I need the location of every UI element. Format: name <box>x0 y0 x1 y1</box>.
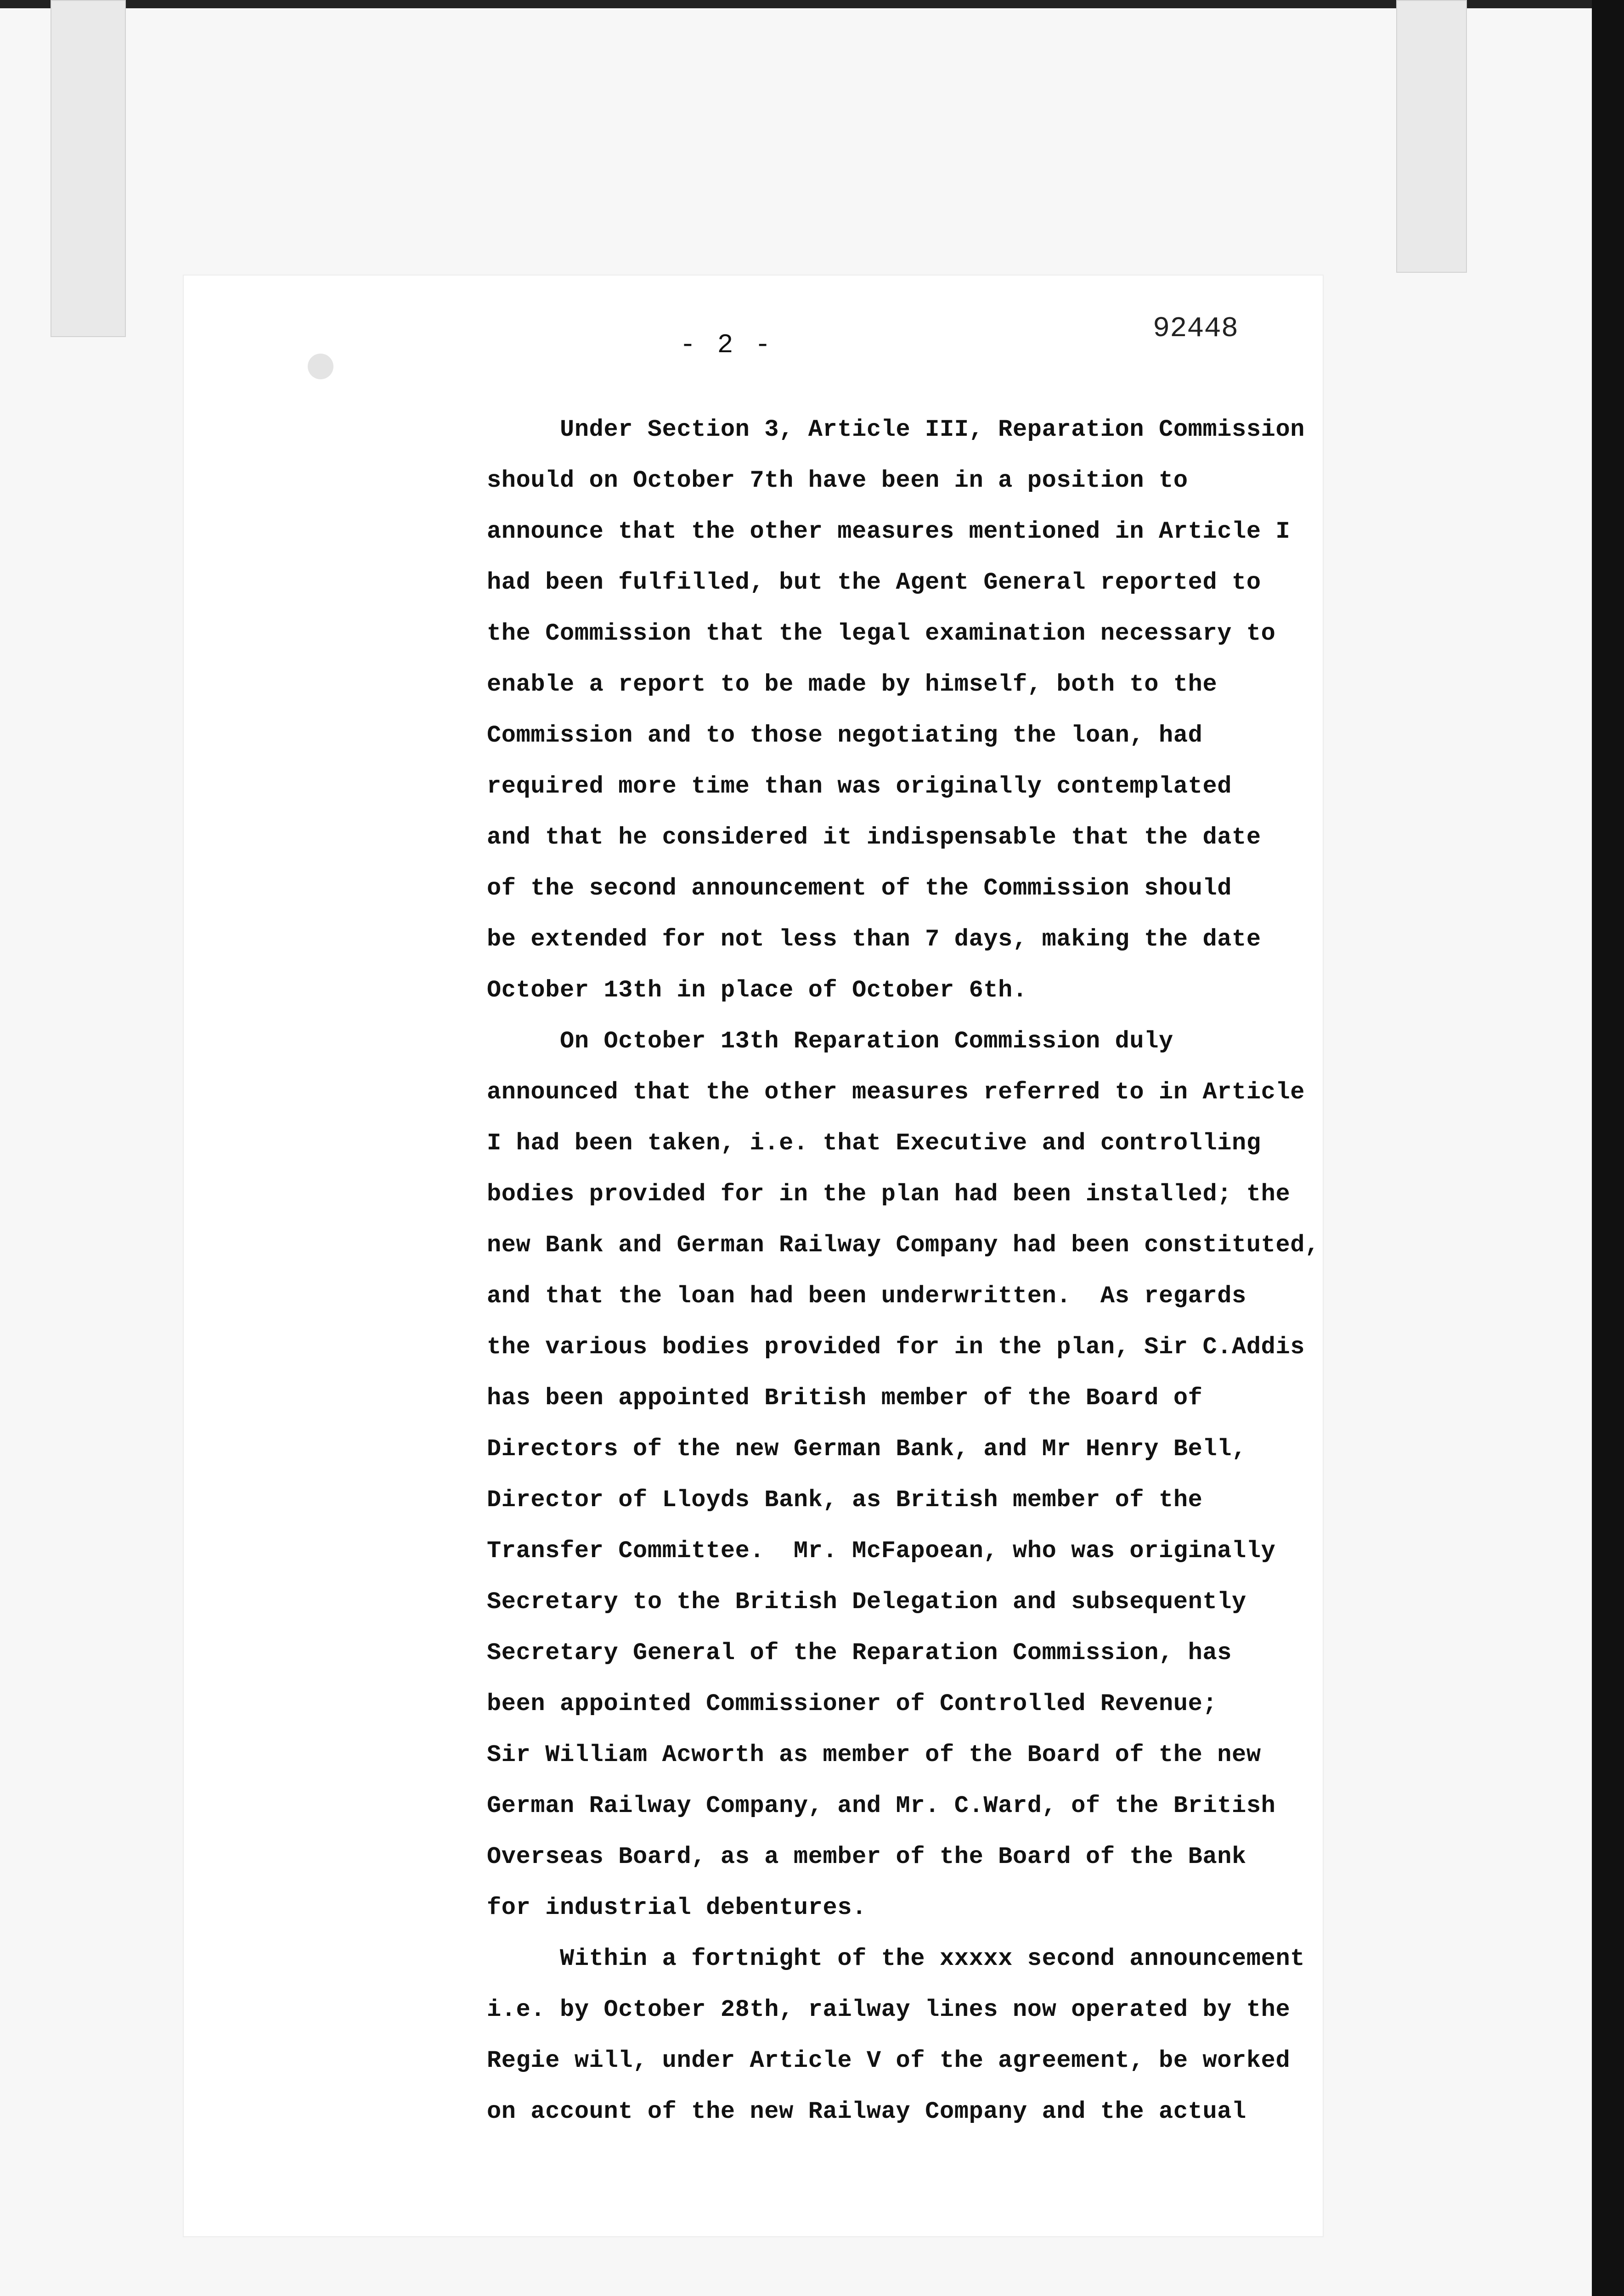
text-line: announced that the other measures referred to in Article <box>487 1079 1305 1106</box>
text-line: Secretary to the British Delegation and subsequently <box>487 1588 1246 1615</box>
text-line: bodies provided for in the plan had been installed; the <box>487 1181 1291 1208</box>
text-line: Sir William Acworth as member of the Board of the new <box>487 1741 1261 1768</box>
page-number: - 2 - <box>680 331 774 360</box>
text-line: Director of Lloyds Bank, as British member of the <box>487 1486 1203 1514</box>
text-line: i.e. by October 28th, railway lines now operated by the <box>487 1996 1291 2023</box>
text-line: has been appointed British member of the Board of <box>487 1384 1203 1412</box>
text-line: the various bodies provided for in the plan, Sir C.Addis <box>487 1334 1305 1361</box>
paragraph-2 <box>487 1016 1332 1933</box>
text-line: new Bank and German Railway Company had been constituted, <box>487 1232 1320 1259</box>
text-line: be extended for not less than 7 days, making the date <box>487 926 1261 953</box>
text-line: Regie will, under Article V of the agreement, be worked <box>487 2047 1291 2074</box>
tape-strip-top-right <box>1396 0 1467 273</box>
text-line: Under Section 3, Article III, Reparation Commission <box>487 416 1305 443</box>
text-line: should on October 7th have been in a position to <box>487 467 1188 494</box>
text-line: required more time than was originally contemplated <box>487 773 1232 800</box>
text-line: of the second announcement of the Commission should <box>487 875 1232 902</box>
text-line: and that the loan had been underwritten. As regards <box>487 1283 1246 1310</box>
text-line: Within a fortnight of the xxxxx second announcement <box>487 1945 1305 1972</box>
typed-document-page <box>184 276 1323 2236</box>
text-line: I had been taken, i.e. that Executive and controlling <box>487 1130 1261 1157</box>
text-line: on account of the new Railway Company and the actual <box>487 2098 1246 2125</box>
text-line: and that he considered it indispensable that the date <box>487 824 1261 851</box>
document-body <box>487 404 1332 2137</box>
text-line: enable a report to be made by himself, both to the <box>487 671 1218 698</box>
document-number: 92448 <box>1153 312 1239 345</box>
text-line: for industrial debentures. <box>487 1894 867 1921</box>
text-line: Directors of the new German Bank, and Mr Henry Bell, <box>487 1435 1246 1463</box>
text-line: the Commission that the legal examination necessary to <box>487 620 1276 647</box>
text-line: Transfer Committee. Mr. McFapoean, who was originally <box>487 1537 1276 1564</box>
paragraph-1 <box>487 404 1332 1016</box>
frame-right-border <box>1592 0 1624 2296</box>
punch-hole <box>308 354 333 379</box>
frame-top-border <box>0 0 1624 8</box>
text-line: German Railway Company, and Mr. C.Ward, of the British <box>487 1792 1276 1819</box>
text-line: Overseas Board, as a member of the Board of the Bank <box>487 1843 1246 1870</box>
text-line: Commission and to those negotiating the loan, had <box>487 722 1203 749</box>
tape-strip-top-left <box>51 0 126 337</box>
text-line: announce that the other measures mentioned in Article I <box>487 518 1291 545</box>
text-line: On October 13th Reparation Commission duly <box>487 1028 1173 1055</box>
text-line: been appointed Commissioner of Controlled Revenue; <box>487 1690 1218 1717</box>
text-line: October 13th in place of October 6th. <box>487 977 1027 1004</box>
text-line: Secretary General of the Reparation Commission, has <box>487 1639 1232 1666</box>
paragraph-3 <box>487 1933 1332 2137</box>
text-line: had been fulfilled, but the Agent General reported to <box>487 569 1261 596</box>
